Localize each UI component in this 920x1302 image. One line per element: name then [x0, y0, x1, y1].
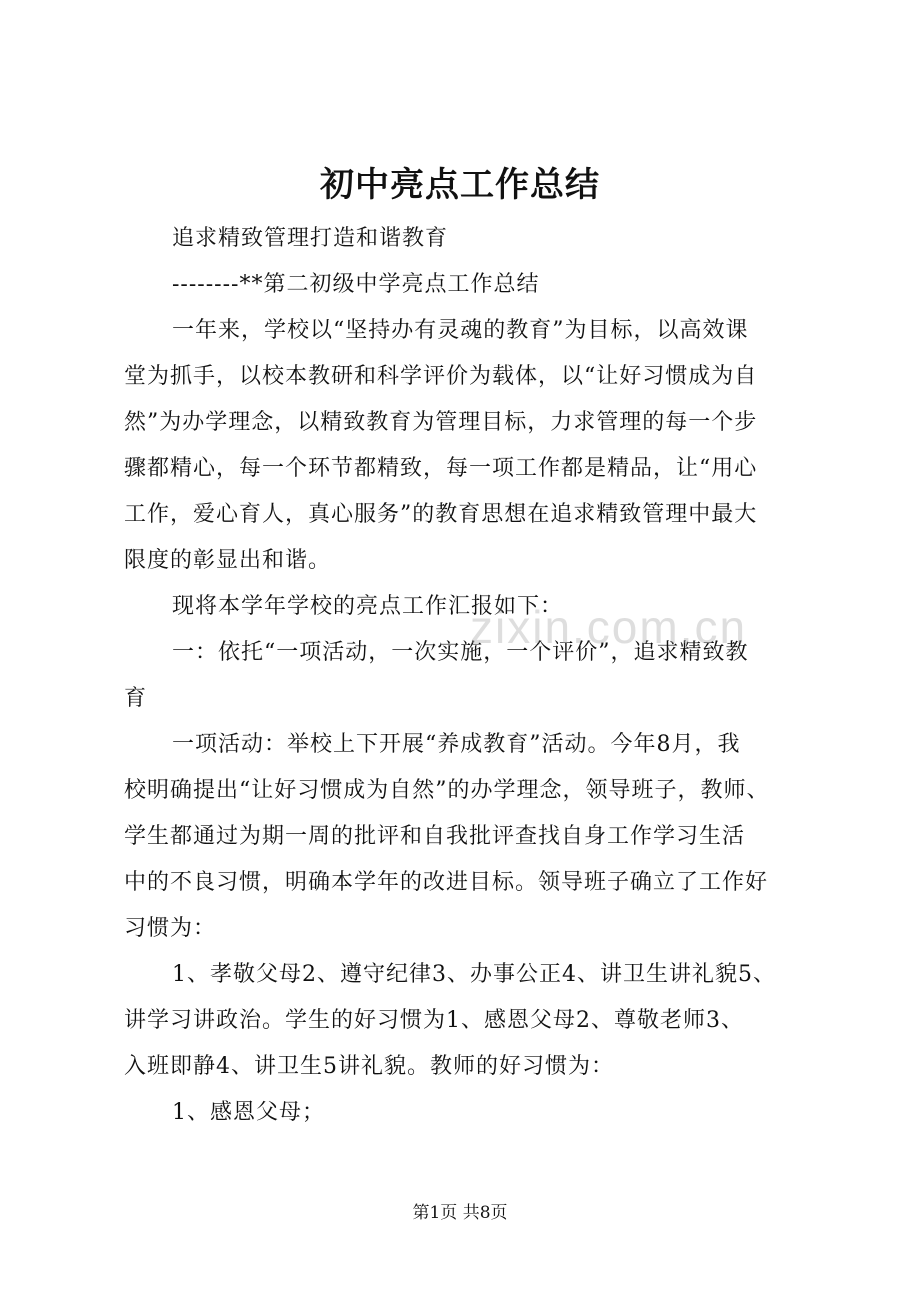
subtitle-line: --------**第二初级中学亮点工作总结 [172, 272, 540, 297]
document-title: 初中亮点工作总结 [320, 165, 600, 205]
paragraph-line: 习惯为： [124, 916, 217, 941]
paragraph-line: 入班即静4、讲卫生5讲礼貌。教师的好习惯为： [124, 1054, 614, 1079]
section-heading-line: 育 [124, 686, 148, 711]
paragraph-line: 工作，爱心育人，真心服务”的教育思想在追求精致管理中最大 [124, 502, 758, 527]
page-footer: 第1页 共8页 [412, 1203, 508, 1223]
paragraph-line: 一项活动：举校上下开展“养成教育”活动。今年8月，我 [172, 732, 741, 757]
section-heading-line: 一：依托“一项活动，一次实施，一个评价”，追求精致教 [172, 640, 749, 665]
paragraph-line: 1、孝敬父母2、遵守纪律3、办事公正4、讲卫生讲礼貌5、 [172, 962, 776, 987]
paragraph-line: 校明确提出“让好习惯成为自然”的办学理念，领导班子，教师、 [124, 778, 770, 803]
paragraph-line: 中的不良习惯，明确本学年的改进目标。领导班子确立了工作好 [124, 870, 769, 895]
subtitle-line: 追求精致管理打造和谐教育 [172, 226, 449, 251]
paragraph-line: 骤都精心，每一个环节都精致，每一项工作都是精品，让“用心 [124, 456, 758, 481]
paragraph-line: 一年来，学校以“坚持办有灵魂的教育”为目标，以高效课 [172, 318, 749, 343]
paragraph-line: 讲学习讲政治。学生的好习惯为1、感恩父母2、尊敬老师3、 [124, 1008, 744, 1033]
paragraph-line: 限度的彰显出和谐。 [124, 548, 332, 573]
watermark: zixin.com.cn [470, 601, 748, 653]
paragraph-line: 然”为办学理念，以精致教育为管理目标，力求管理的每一个步 [124, 410, 758, 435]
list-item-line: 1、感恩父母； [172, 1100, 325, 1125]
paragraph-line: 堂为抓手，以校本教研和科学评价为载体，以“让好习惯成为自 [124, 364, 758, 389]
paragraph-line: 学生都通过为期一周的批评和自我批评查找自身工作学习生活 [124, 824, 746, 849]
paragraph-line: 现将本学年学校的亮点工作汇报如下： [172, 594, 564, 619]
